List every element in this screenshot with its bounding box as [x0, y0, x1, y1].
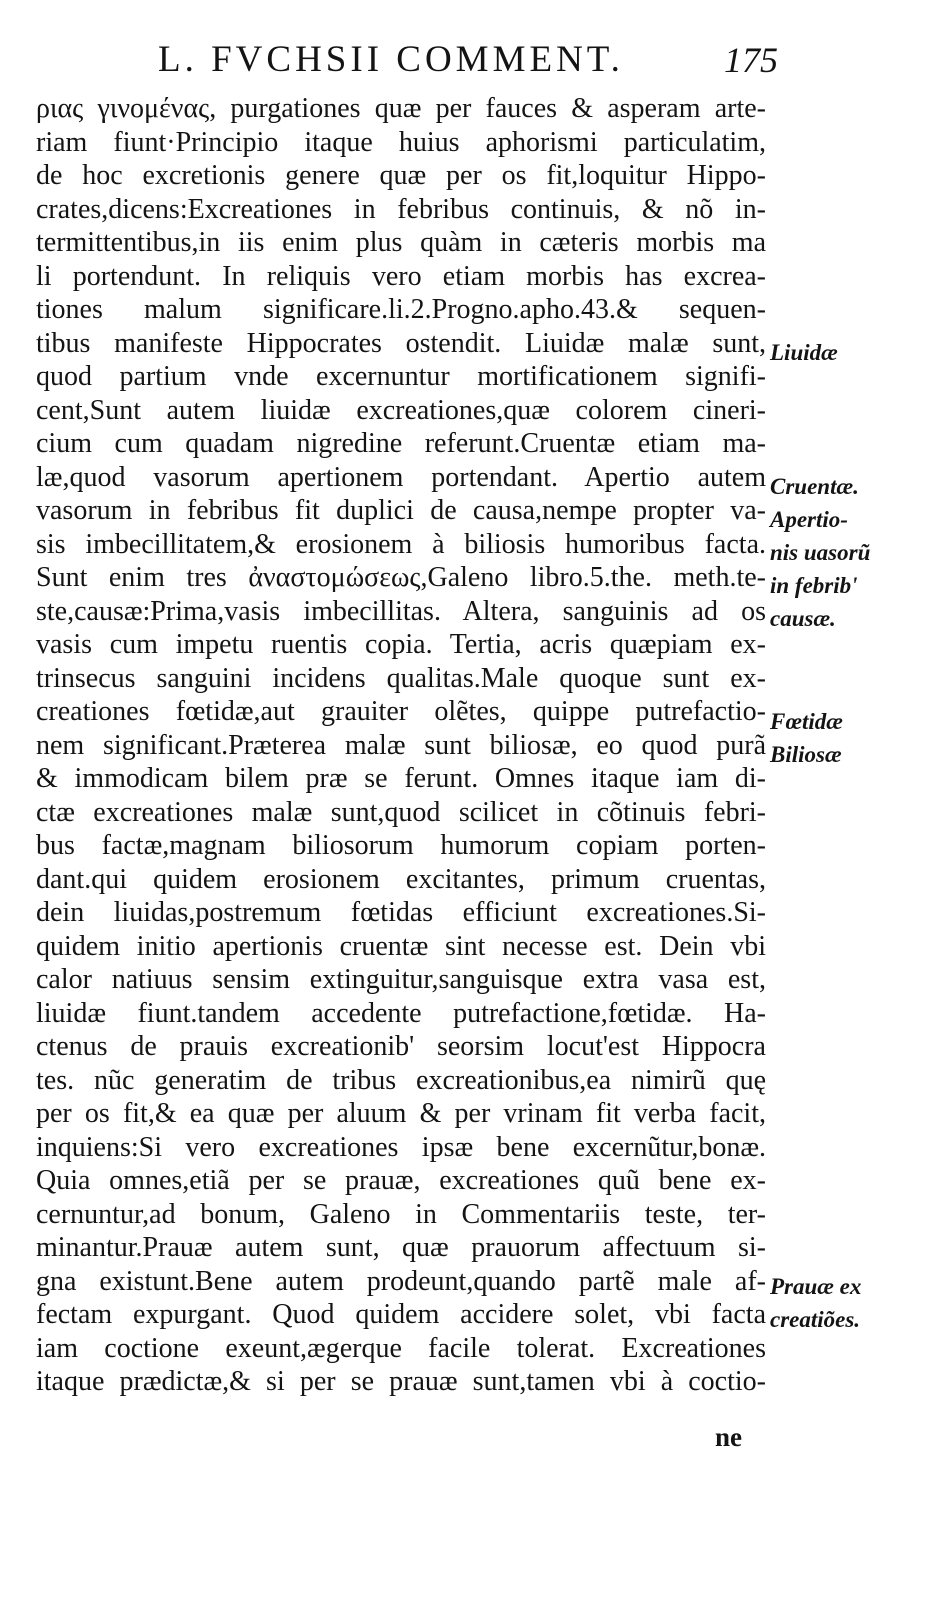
- text-line: & immodicam bilem præ se ferunt. Omnes itaque iam di-: [36, 763, 766, 794]
- text-line: dant.qui quidem erosionem excitantes, primum cruentas,: [36, 863, 766, 895]
- margin-note-foetidae: Fœtidæ: [770, 709, 843, 734]
- text-line: termittentibus,in iis enim plus quàm in cæteris morbis ma: [36, 227, 766, 258]
- text-line: cent,Sunt autem liuidæ excreationes,quæ colorem cineri-: [36, 394, 766, 426]
- text-line: Quia omnes,etiã per se prauæ, excreationes quũ bene ex-: [36, 1165, 766, 1196]
- text-line: fectam expurgant. Quod quidem accidere solet, vbi facta: [36, 1299, 766, 1330]
- text-line: cium cum quadam nigredine referunt.Cruentæ etiam ma-: [36, 428, 766, 459]
- text-line: ctæ excreationes malæ sunt,quod scilicet in cõtinuis febri-: [36, 796, 766, 828]
- margin-note-liuidae: Liuidæ: [770, 340, 838, 365]
- margin-note-prauae: [770, 1270, 920, 1336]
- text-line: inquiens:Si vero excreationes ipsæ bene excernũtur,bonæ.: [36, 1131, 766, 1163]
- text-line: vasis cum impetu ruentis copia. Tertia, acris quæpiam ex-: [36, 629, 766, 660]
- text-line: ριας γινομένας, purgationes quæ per fauces & asperam arte-: [36, 93, 766, 124]
- margin-note-line: Prauæ ex: [770, 1274, 862, 1299]
- text-line: tibus manifeste Hippocrates ostendit. Liuidæ malæ sunt,: [36, 327, 766, 359]
- text-line: cernuntur,ad bonum, Galeno in Commentariis teste, ter-: [36, 1198, 766, 1230]
- running-title: L. FVCHSII COMMENT.: [158, 39, 624, 80]
- text-line: sis imbecillitatem,& erosionem à biliosis humoribus facta.: [36, 528, 766, 560]
- text-line: de hoc excretionis genere quæ per os fit,loquitur Hippo-: [36, 160, 766, 191]
- text-line: dein liuidas,postremum fœtidas efficiunt excreationes.Si-: [36, 897, 766, 928]
- text-line: Sunt enim tres ἀναστομώσεως,Galeno libro.5.the. meth.te-: [36, 562, 766, 593]
- page-header: [158, 36, 778, 86]
- text-line: trinsecus sanguini incidens qualitas.Male quoque sunt ex-: [36, 662, 766, 694]
- page-number: 175: [724, 40, 778, 80]
- text-line: itaque prædictæ,& si per se prauæ sunt,tamen vbi à coctio-: [36, 1366, 766, 1397]
- margin-note-biliosae: Biliosæ: [770, 742, 842, 767]
- body-text: [36, 92, 766, 1399]
- margin-note-line: causæ.: [770, 606, 836, 631]
- text-line: riam fiunt·Principio itaque huius aphorismi particulatim,: [36, 126, 766, 158]
- text-line: creationes fœtidæ,aut grauiter olẽtes, quippe putrefactio-: [36, 696, 766, 727]
- text-line: læ,quod vasorum apertionem portendant. Apertio autem: [36, 461, 766, 493]
- text-line: tiones malum significare.li.2.Progno.apho.43.& sequen-: [36, 294, 766, 325]
- text-line: iam coctione exeunt,ægerque facile tolerat. Excreationes: [36, 1332, 766, 1364]
- text-line: calor natiuus sensim extinguitur,sanguisque extra vasa est,: [36, 964, 766, 995]
- margin-note-line: Apertio-: [770, 507, 848, 532]
- text-line: bus factæ,magnam biliosorum humorum copiam porten-: [36, 830, 766, 861]
- text-line: minantur.Prauæ autem sunt, quæ prauorum affectuum si-: [36, 1232, 766, 1263]
- margin-note-cruentae: Cruentæ.: [770, 474, 859, 499]
- text-line: liuidæ fiunt.tandem accedente putrefactione,fœtidæ. Ha-: [36, 997, 766, 1029]
- text-line: quod partium vnde excernuntur mortificationem signifi-: [36, 361, 766, 392]
- margin-note-line: nis uasorũ: [770, 540, 871, 565]
- text-line: vasorum in febribus fit duplici de causa,nempe propter va-: [36, 495, 766, 526]
- text-line: quidem initio apertionis cruentæ sint necesse est. Dein vbi: [36, 930, 766, 962]
- text-line: ste,causæ:Prima,vasis imbecillitas. Altera, sanguinis ad os: [36, 595, 766, 627]
- text-line: per os fit,& ea quæ per aluum & per vrinam fit verba facit,: [36, 1098, 766, 1129]
- margin-note-line: in febrib': [770, 573, 858, 598]
- text-line: gna existunt.Bene autem prodeunt,quando partẽ male af-: [36, 1265, 766, 1297]
- catchword: ne: [715, 1422, 742, 1452]
- text-line: li portendunt. In reliquis vero etiam morbis has excrea-: [36, 260, 766, 292]
- text-line: crates,dicens:Excreationes in febribus continuis, & nõ in-: [36, 193, 766, 225]
- margin-note-line: creatiões.: [770, 1307, 861, 1332]
- text-line: tes. nũc generatim de tribus excreationibus,ea nimirũ quę: [36, 1064, 766, 1096]
- text-line: ctenus de prauis excreationib' seorsim locut'est Hippocra: [36, 1031, 766, 1062]
- margin-note-apertio: [770, 503, 920, 635]
- text-line: nem significant.Præterea malæ sunt biliosæ, eo quod purã: [36, 729, 766, 761]
